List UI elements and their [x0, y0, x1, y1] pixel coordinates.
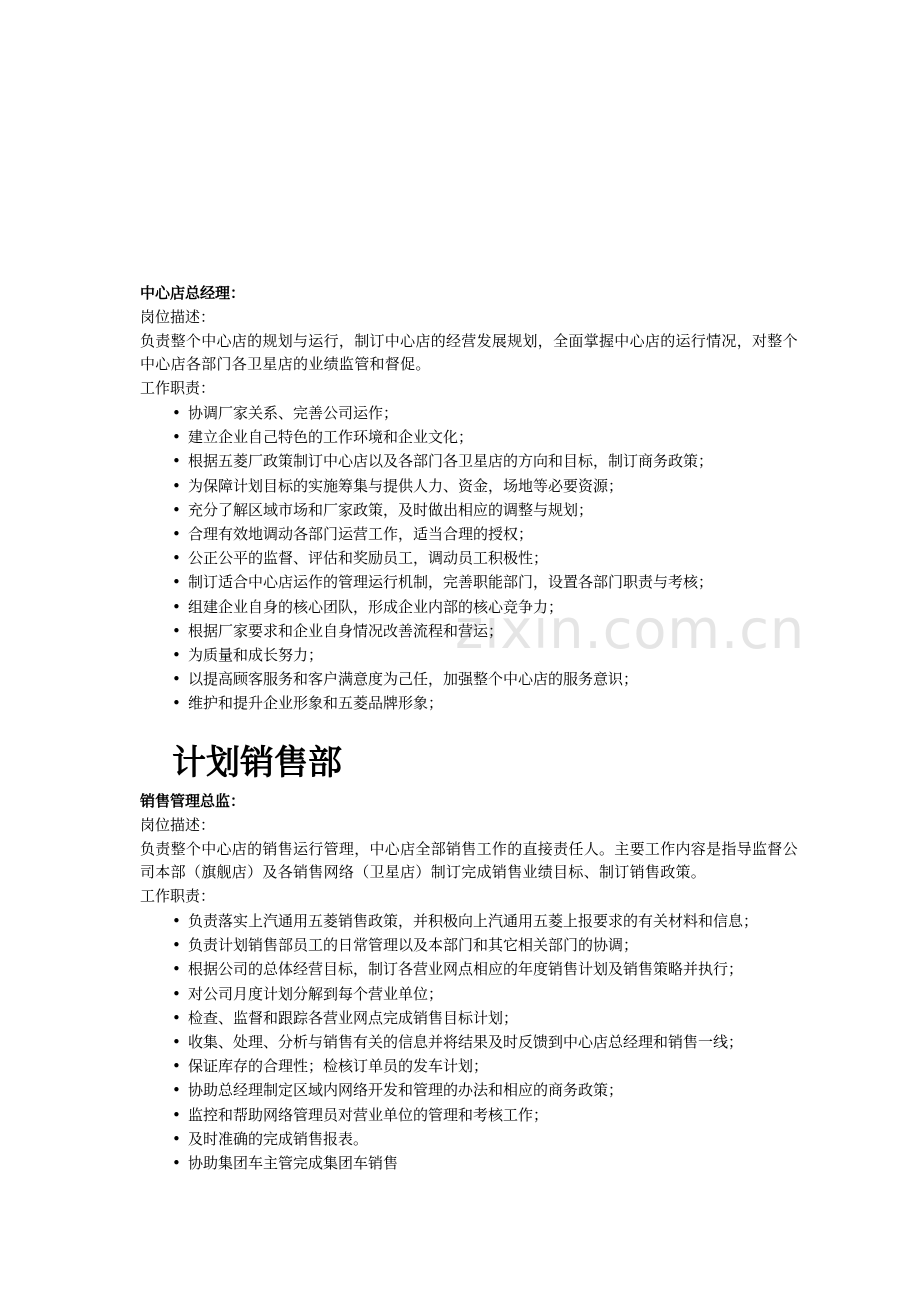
duty-text: 制订适合中心店运作的管理运行机制，完善职能部门，设置各部门职责与考核；: [188, 573, 714, 592]
duty-item: [172, 1006, 800, 1030]
position-title: 中心店总经理：: [140, 284, 246, 302]
description-label: 岗位描述：: [140, 815, 216, 834]
bullet-icon: •: [172, 984, 181, 1003]
bullet-icon: •: [172, 621, 181, 640]
bullet-icon: •: [172, 911, 181, 930]
bullet-icon: •: [172, 694, 181, 713]
duty-item: [172, 425, 800, 449]
position-description: 负责整个中心店的销售运行管理，中心店全部销售工作的直接责任人。主要工作内容是指导监督公司本部（旗舰店）及各销售网络（卫星店）制订完成销售业绩目标、制订销售政策。: [140, 839, 798, 882]
bullet-icon: •: [172, 500, 181, 519]
section-general-manager: [140, 282, 800, 716]
duty-item: [172, 1054, 800, 1078]
duty-item: [172, 1127, 800, 1151]
duty-text: 为质量和成长努力；: [188, 646, 324, 665]
duty-text: 监控和帮助网络管理员对营业单位的管理和考核工作；: [188, 1105, 549, 1124]
bullet-icon: •: [172, 960, 181, 979]
duty-text: 及时准确的完成销售报表。: [188, 1129, 369, 1148]
duty-text: 保证库存的合理性；检核订单员的发车计划；: [188, 1057, 489, 1076]
duty-text: 以提高顾客服务和客户满意度为己任，加强整个中心店的服务意识；: [188, 670, 639, 689]
duty-item: [172, 546, 800, 570]
department-heading: 计划销售部: [172, 743, 342, 783]
duty-text: 根据厂家要求和企业自身情况改善流程和营运；: [188, 621, 504, 640]
duty-text: 协助集团车主管完成集团车销售: [188, 1154, 399, 1173]
duty-text: 协调厂家关系、完善公司运作；: [188, 403, 399, 422]
position-title: 销售管理总监：: [140, 792, 246, 810]
duty-text: 充分了解区域市场和厂家政策，及时做出相应的调整与规划；: [188, 500, 594, 519]
duty-text: 公正公平的监督、评估和奖励员工，调动员工积极性；: [188, 549, 549, 568]
bullet-icon: •: [172, 476, 181, 495]
section-sales-director: [140, 790, 800, 1175]
duty-item: [172, 667, 800, 691]
bullet-icon: •: [172, 1081, 181, 1100]
duty-item: [172, 957, 800, 981]
duty-text: 负责计划销售部员工的日常管理以及本部门和其它相关部门的协调；: [188, 936, 639, 955]
bullet-icon: •: [172, 1129, 181, 1148]
duty-item: [172, 619, 800, 643]
duty-item: [172, 570, 800, 594]
bullet-icon: •: [172, 573, 181, 592]
bullet-icon: •: [172, 428, 181, 447]
duty-text: 为保障计划目标的实施筹集与提供人力、资金，场地等必要资源；: [188, 476, 624, 495]
duty-text: 合理有效地调动各部门运营工作，适当合理的授权；: [188, 525, 534, 543]
duty-item: [172, 498, 800, 522]
duty-item: [172, 643, 800, 667]
duties-list: [140, 401, 800, 716]
bullet-icon: •: [172, 597, 181, 616]
bullet-icon: •: [172, 1105, 181, 1124]
duty-item: [172, 522, 800, 546]
duty-text: 检查、监督和跟踪各营业网点完成销售目标计划；: [188, 1008, 519, 1027]
duty-text: 负责落实上汽通用五菱销售政策，并积极向上汽通用五菱上报要求的有关材料和信息；: [188, 911, 759, 930]
duty-item: [172, 449, 800, 473]
duty-item: [172, 1078, 800, 1102]
duty-item: [172, 909, 800, 933]
bullet-icon: •: [172, 936, 181, 955]
duty-text: 根据五菱厂政策制订中心店以及各部门各卫星店的方向和目标，制订商务政策；: [188, 452, 714, 471]
bullet-icon: •: [172, 1057, 181, 1076]
duty-text: 建立企业自己特色的工作环境和企业文化；: [188, 428, 474, 447]
duty-item: [172, 1103, 800, 1127]
duties-label: 工作职责：: [140, 887, 216, 906]
duty-text: 收集、处理、分析与销售有关的信息并将结果及时反馈到中心店总经理和销售一线；: [188, 1033, 744, 1051]
duty-item: [172, 1030, 800, 1054]
bullet-icon: •: [172, 1154, 181, 1173]
duties-label: 工作职责：: [140, 379, 216, 398]
duty-text: 维护和提升企业形象和五菱品牌形象；: [188, 694, 444, 713]
duty-item: [172, 982, 800, 1006]
duty-item: [172, 474, 800, 498]
bullet-icon: •: [172, 525, 181, 543]
position-description: 负责整个中心店的规划与运行，制订中心店的经营发展规划，全面掌握中心店的运行情况，对整个中心店各部门各卫星店的业绩监管和督促。: [140, 331, 798, 374]
bullet-icon: •: [172, 452, 181, 471]
duty-text: 协助总经理制定区域内网络开发和管理的办法和相应的商务政策；: [188, 1081, 624, 1100]
watermark: zixin.com.cn: [455, 598, 806, 661]
duty-item: [172, 401, 800, 425]
duty-text: 组建企业自身的核心团队，形成企业内部的核心竞争力；: [188, 597, 564, 616]
bullet-icon: •: [172, 403, 181, 422]
duty-text: 对公司月度计划分解到每个营业单位；: [188, 984, 444, 1003]
bullet-icon: •: [172, 646, 181, 665]
duty-item: [172, 1151, 800, 1175]
duty-item: [172, 595, 800, 619]
bullet-icon: •: [172, 549, 181, 568]
duty-item: [172, 691, 800, 715]
description-label: 岗位描述：: [140, 307, 216, 326]
duty-text: 根据公司的总体经营目标，制订各营业网点相应的年度销售计划及销售策略并执行；: [188, 960, 744, 979]
duties-list: [140, 909, 800, 1175]
duty-item: [172, 933, 800, 957]
bullet-icon: •: [172, 1033, 181, 1051]
bullet-icon: •: [172, 1008, 181, 1027]
bullet-icon: •: [172, 670, 181, 689]
